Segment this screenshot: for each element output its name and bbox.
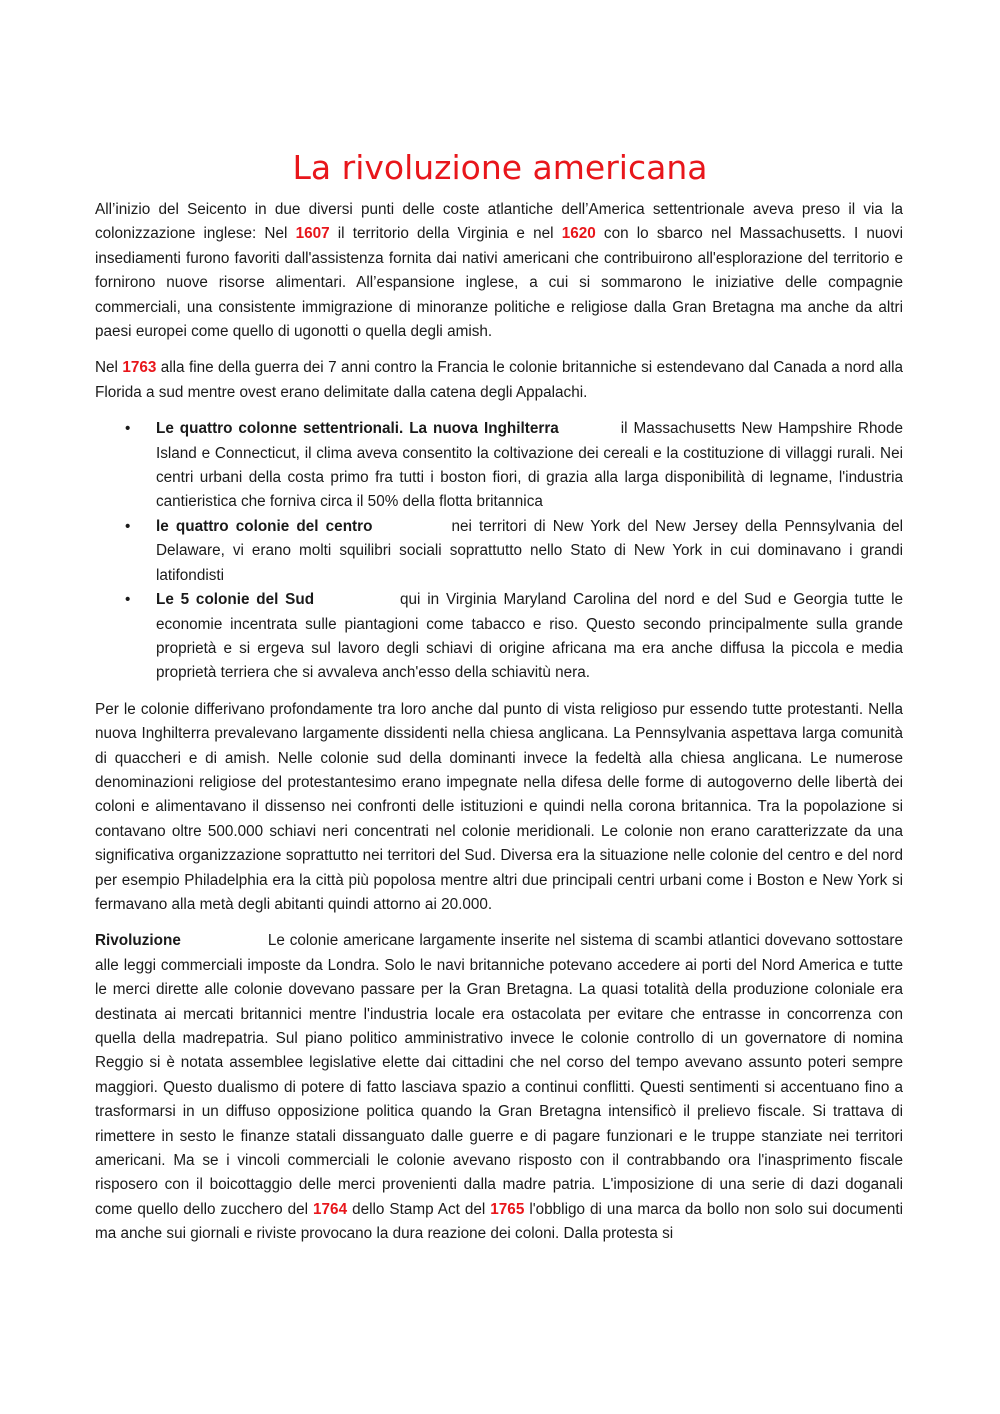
year-highlight: 1763 (122, 359, 157, 377)
paragraph-religion: Per le colonie differivano profondamente tra loro anche dal punto di vista religioso pur essendo tutte protestanti. Nella nuova Inghilterra prevalevano largamente dissidenti nella chiesa anglicana. La Pennsylvania aspettava larga comunità di quaccheri e di amish. Nelle colonie sud della dominanti invece la fedeltà alla chiesa anglicana. Le numerose denominazioni religiose del protestantesimo erano impegnate nella difesa delle forme di autogoverno delle libertà dei coloni e alimentavano il dissenso nei confronti delle istituzioni e quindi nella corona britannica. Tra la popolazione si contavano oltre 500.000 schiavi neri concentrati nel colonie meridionali. Le colonie non erano caratterizzate da una significativa organizzazione soprattutto nei territori del Sud. Diversa era la situazione nelle colonie del centro e del nord per esempio Philadelphia era la città più popolosa mentre altri due principali centri urbani come i Boston e New York si fermavano alla metà degli abitanti quindi attorno ai 20.000. (95, 700, 903, 913)
list-item-lead: Le 5 colonie del Sud (156, 591, 315, 609)
list-item-text: nei territori di New York del New Jersey della Pennsylvania del Delaware, vi erano molti squilibri sociali soprattutto nello Stato di New York in cui dominavano i grandi latifondisti (156, 517, 903, 584)
year-highlight: 1764 (313, 1200, 348, 1218)
list-item (156, 417, 903, 515)
document-body (95, 198, 903, 1259)
list-item (156, 515, 903, 588)
year-highlight: 1765 (490, 1200, 525, 1218)
list-item (156, 588, 903, 686)
list-item-text: il Massachusetts New Hampshire Rhode Island e Connecticut, il clima aveva consentito la coltivazione dei cereali e la costituzione di villaggi rurali. Nei centri urbani della costa primo fra tutti i boston fiori, di grazia alla larga disponibilità di legname, l'industria cantieristica che forniva circa il 50% della flotta britannica (156, 420, 903, 511)
list-item-text: qui in Virginia Maryland Carolina del nord e del Sud e Georgia tutte le economie incentrata sulle piantagioni come tabacco e riso. Questo secondo principalmente sulla grande proprietà e si ergeva sul lavoro degli schiavi di origine africana ma era anche diffusa la piccola e media proprietà terriera che si avvaleva anch'esso della schiavitù nera. (156, 591, 903, 682)
section-lead: Rivoluzione (95, 932, 181, 950)
text-run: Nel (95, 359, 123, 377)
text-run: dello Stamp Act del (347, 1200, 491, 1218)
year-highlight: 1620 (561, 225, 596, 243)
paragraph-rivoluzione (95, 929, 903, 1246)
text-run: il territorio della Virginia e nel (329, 225, 562, 243)
page-title: La rivoluzione americana (292, 148, 708, 187)
colonies-list (95, 417, 903, 685)
text-run: All’inizio del Seicento in due diversi punti delle coste atlantiche dell’America settentrionale aveva preso il via la colonizzazione inglese: Nel (95, 201, 903, 243)
text-run: alla fine della guerra dei 7 anni contro la Francia le colonie britanniche si estendevano dal Canada a nord alla Florida a sud mentre ovest erano delimitate dalla catena degli Appalachi. (95, 359, 903, 401)
year-highlight: 1607 (295, 225, 330, 243)
text-run: con lo sbarco nel Massachusetts. I nuovi insediamenti furono favoriti dall'assistenza fornita dai nativi americani che contribuirono all'esplorazione del territorio e fornirono nuove risorse alimentari. All’espansione inglese, a cui si sommarono le iniziative delle compagnie commerciali, una consistente immigrazione di minoranze politiche e religiose dalla Gran Bretagna ma anche da altri paesi europei come quello di ugonotti o quella degli amish. (95, 225, 903, 341)
list-item-lead: Le quattro colonne settentrionali. La nuova Inghilterra (156, 420, 559, 438)
text-run: l'obbligo di una marca da bollo non solo sui documenti ma anche sui giornali e riviste provocano la dura reazione dei coloni. Dalla protesta si (95, 1200, 903, 1243)
paragraph-intro (95, 198, 903, 344)
list-item-lead: le quattro colonie del centro (156, 517, 373, 535)
text-run: Le colonie americane largamente inserite nel sistema di scambi atlantici dovevano sottostare alle leggi commerciali imposte da Londra. Solo le navi britanniche potevano accedere ai porti del Nord America e tutte le merci dirette alle colonie dovevano passare per la Gran Bretagna. La quasi totalità della produzione coloniale era destinata ai mercati britannici mentre l'industria locale era ostacolata per evitare che entrasse in concorrenza con quella della madrepatria. Sul piano politico amministrativo invece le colonie controllo di un governatore di nomina Reggio si è notata assemblee legislative elette dai cittadini che nel corso del tempo avevano assunto poteri sempre maggiori. Questo dualismo di potere di fatto lasciava spazio a continui conflitti. Questi sentimenti si accentuano fino a trasformarsi in un diffuso opposizione politica quando la Gran Bretagna intensificò il prelievo fiscale. Si trattava di rimettere in sesto le finanze statali dissanguato dalle guerre e di pagare funzionari e le truppe stanziate nei territori americani. Ma se i vincoli commerciali le colonie avevano risposto con il contrabbando ora l'inasprimento fiscale risposero con il boicottaggio delle merci provenienti dalla madre patria. L'imposizione di una serie di dazi doganali come quello dello zucchero del (95, 932, 903, 1218)
paragraph-1763 (95, 356, 903, 405)
